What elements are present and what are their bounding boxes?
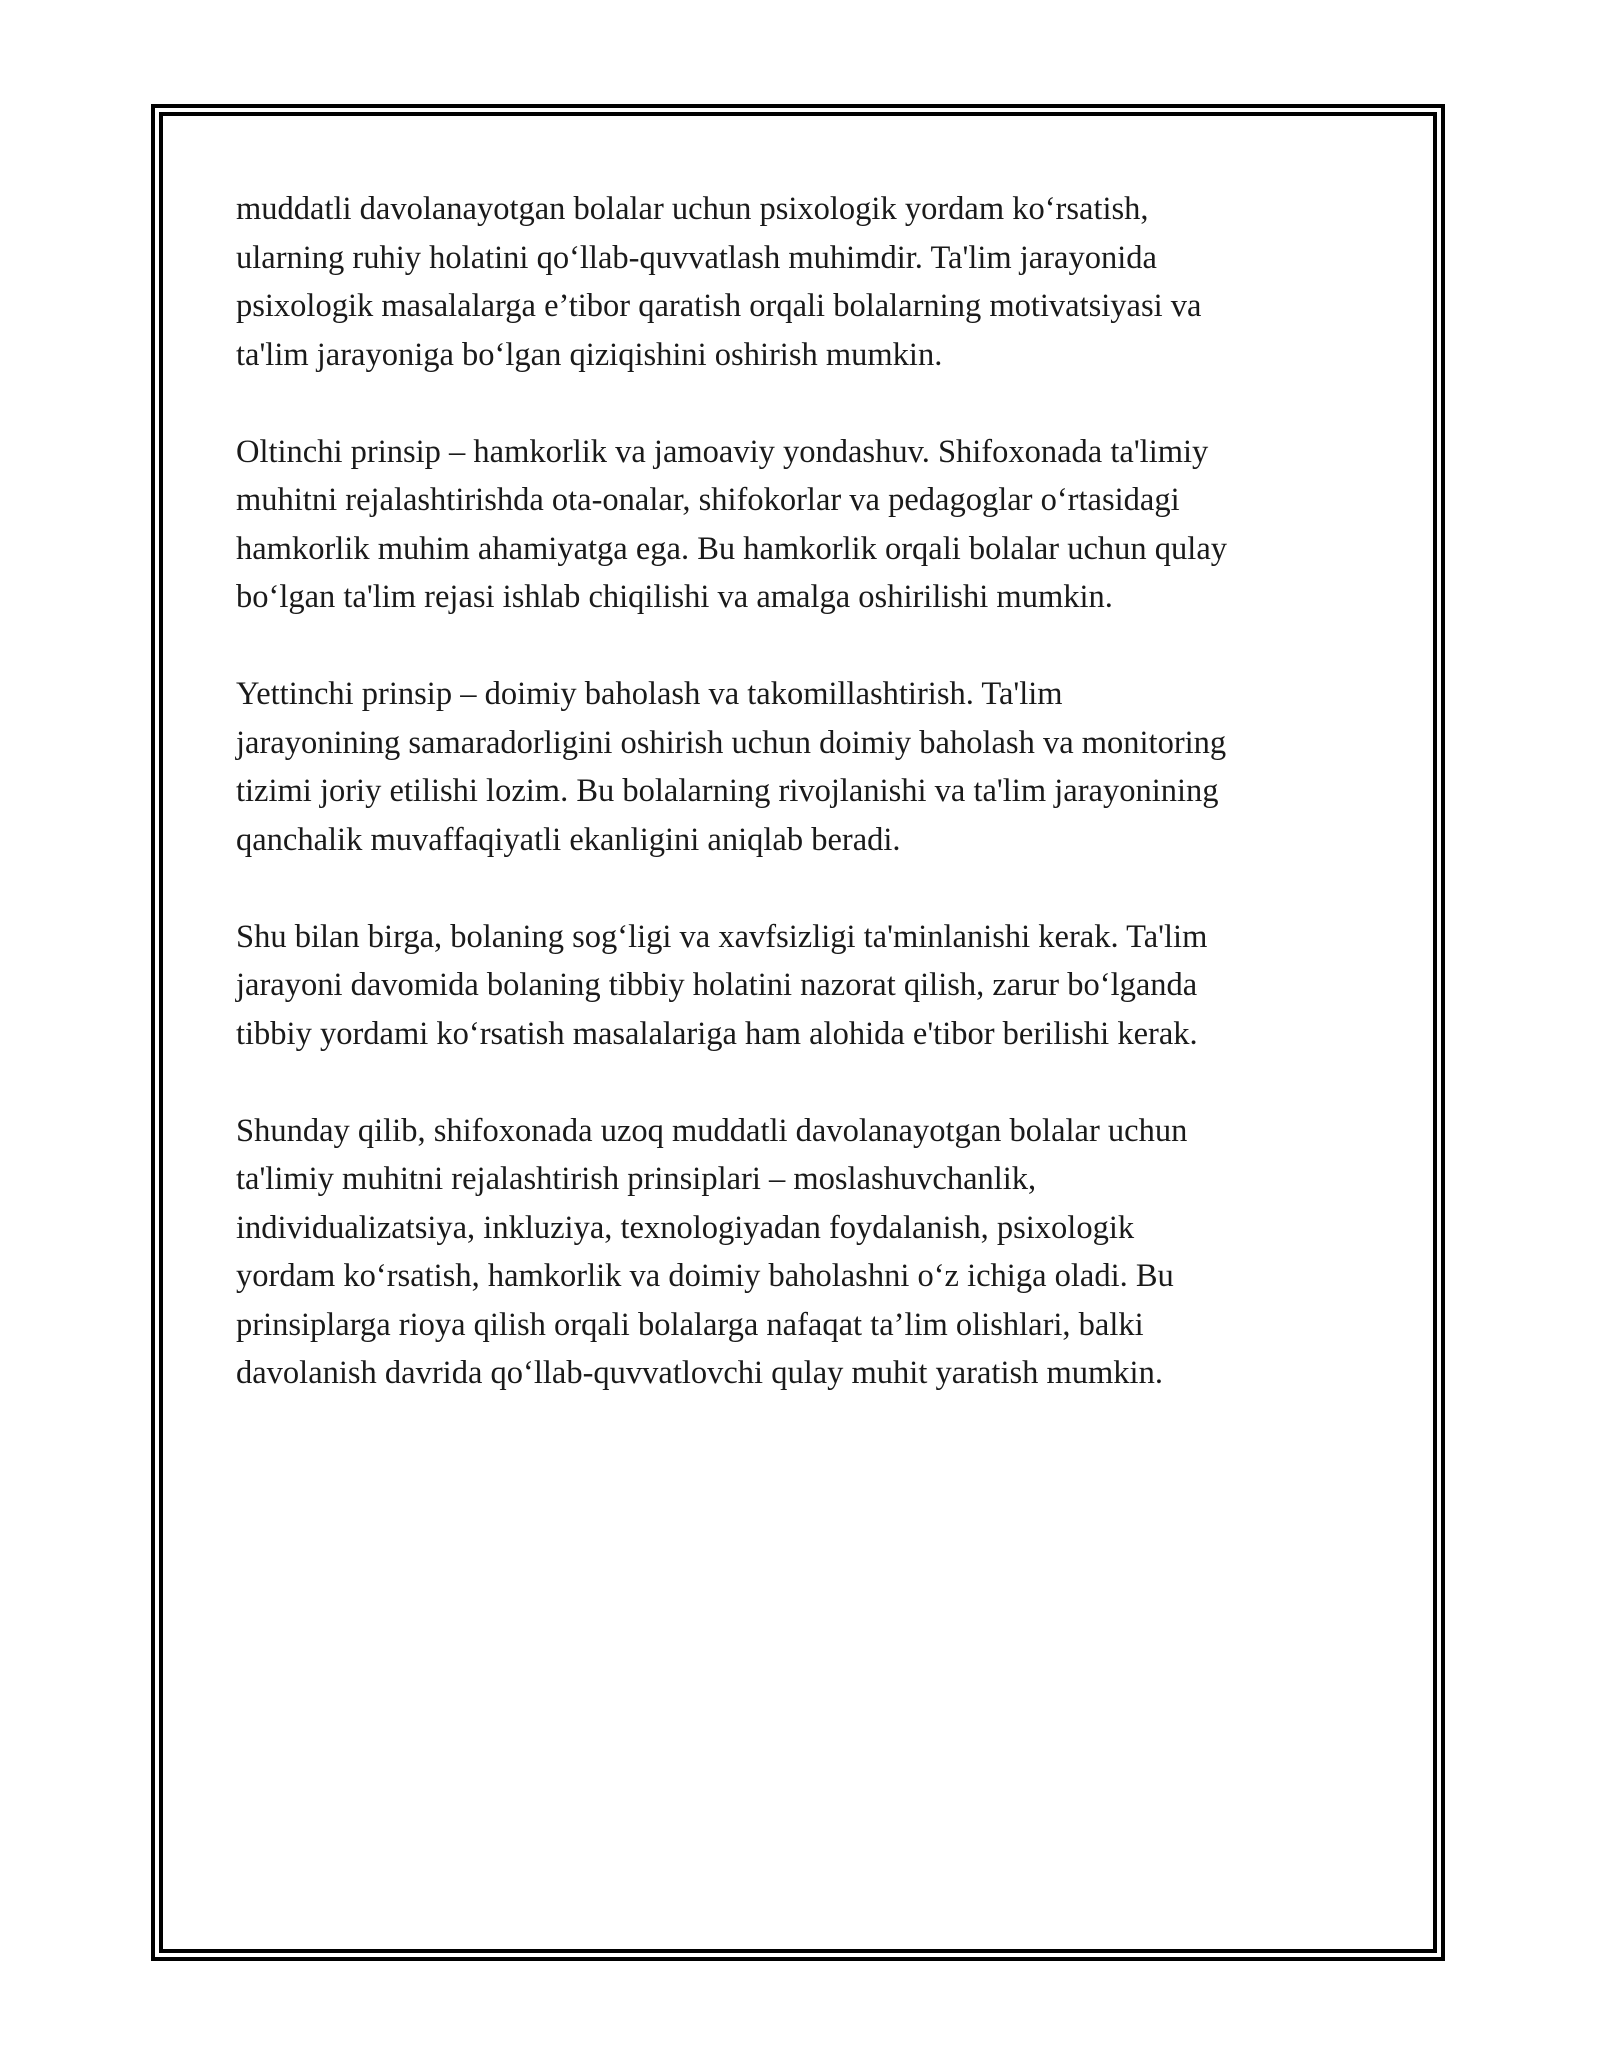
text-line: muhitni rejalashtirishda ota-onalar, shifokorlar va pedagoglar o‘rtasidagi bbox=[236, 482, 1180, 518]
paragraph-psychological-support bbox=[236, 185, 1366, 379]
text-line: davolanish davrida qo‘llab-quvvatlovchi qulay muhit yaratish mumkin. bbox=[236, 1355, 1163, 1391]
text-line: psixologik masalalarga e’tibor qaratish orqali bolalarning motivatsiyasi va bbox=[236, 288, 1202, 324]
paragraph-seventh-principle bbox=[236, 670, 1366, 864]
text-line: tizimi joriy etilishi lozim. Bu bolalarning rivojlanishi va ta'lim jarayonining bbox=[236, 773, 1219, 809]
paragraph-conclusion bbox=[236, 1107, 1366, 1398]
paragraph-health-safety bbox=[236, 913, 1366, 1059]
paragraph-sixth-principle bbox=[236, 428, 1366, 622]
text-line: ularning ruhiy holatini qo‘llab-quvvatlash muhimdir. Ta'lim jarayonida bbox=[236, 239, 1157, 276]
text-line: individualizatsiya, inkluziya, texnologiyadan foydalanish, psixologik bbox=[236, 1209, 1135, 1246]
text-line: ta'lim jarayoniga bo‘lgan qiziqishini oshirish mumkin. bbox=[236, 336, 943, 373]
text-line: qanchalik muvaffaqiyatli ekanligini aniqlab beradi. bbox=[236, 821, 901, 858]
text-line: ta'limiy muhitni rejalashtirish prinsiplari – moslashuvchanlik, bbox=[236, 1161, 1037, 1197]
text-line: Yettinchi prinsip – doimiy baholash va takomillashtirish. Ta'lim bbox=[236, 676, 1063, 712]
text-line: tibbiy yordami ko‘rsatish masalalariga ham alohida e'tibor berilishi kerak. bbox=[236, 1015, 1198, 1052]
document-body bbox=[236, 185, 1366, 1446]
text-line: jarayonining samaradorligini oshirish uchun doimiy baholash va monitoring bbox=[236, 724, 1227, 761]
text-line: Shu bilan birga, bolaning sog‘ligi va xavfsizligi ta'minlanishi kerak. Ta'lim bbox=[236, 918, 1208, 955]
text-line: Oltinchi prinsip – hamkorlik va jamoaviy yondashuv. Shifoxonada ta'limiy bbox=[236, 433, 1209, 470]
text-line: bo‘lgan ta'lim rejasi ishlab chiqilishi va amalga oshirilishi mumkin. bbox=[236, 579, 1113, 615]
text-line: muddatli davolanayotgan bolalar uchun psixologik yordam ko‘rsatish, bbox=[236, 191, 1149, 227]
text-line: prinsiplarga rioya qilish orqali bolalarga nafaqat ta’lim olishlari, balki bbox=[236, 1306, 1144, 1343]
text-line: yordam ko‘rsatish, hamkorlik va doimiy baholashni o‘z ichiga oladi. Bu bbox=[236, 1258, 1174, 1294]
text-line: Shunday qilib, shifoxonada uzoq muddatli davolanayotgan bolalar uchun bbox=[236, 1112, 1188, 1149]
text-line: hamkorlik muhim ahamiyatga ega. Bu hamkorlik orqali bolalar uchun qulay bbox=[236, 530, 1227, 567]
text-line: jarayoni davomida bolaning tibbiy holatini nazorat qilish, zarur bo‘lganda bbox=[236, 967, 1198, 1003]
